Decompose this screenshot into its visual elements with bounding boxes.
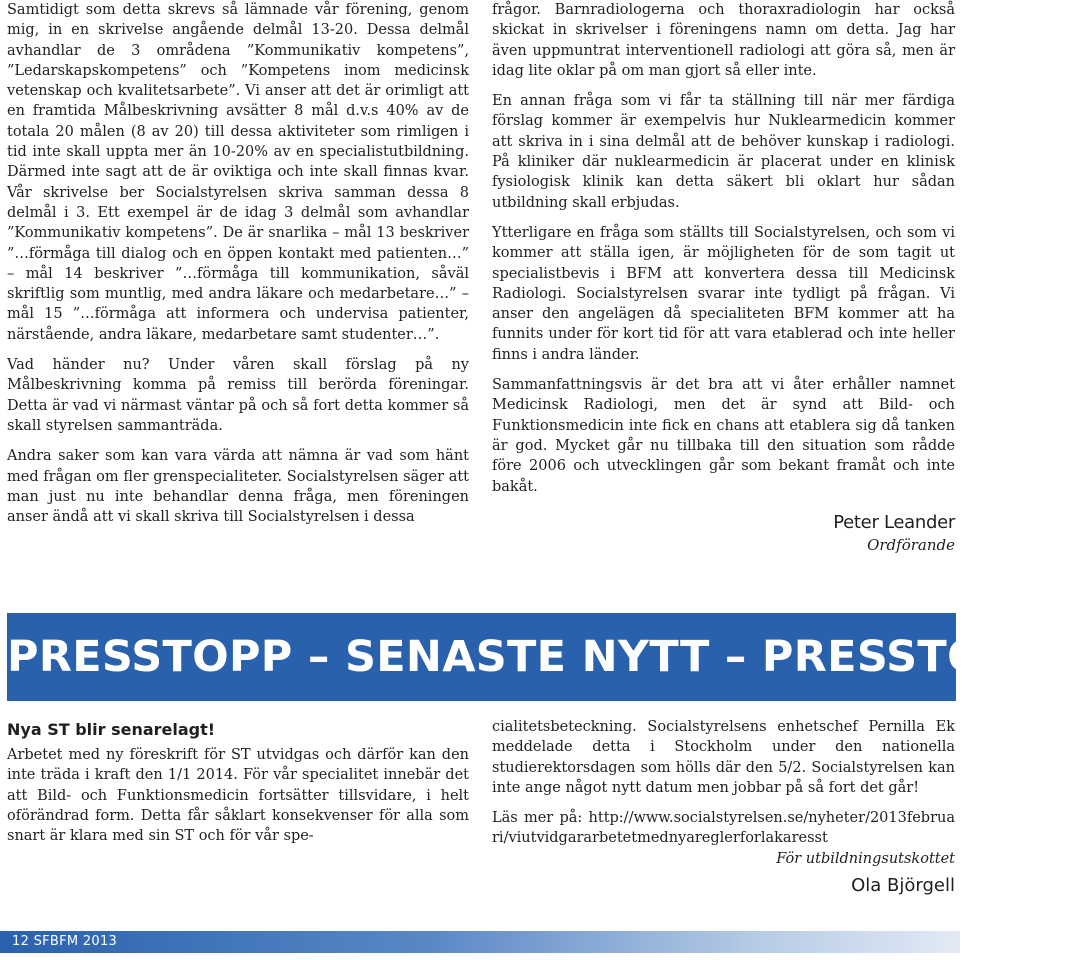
article-column-right bbox=[492, 0, 955, 555]
presstopp-column-right bbox=[492, 717, 955, 899]
page-footer-label: 12 SFBFM 2013 bbox=[12, 934, 118, 949]
presstopp-column-left bbox=[7, 745, 469, 846]
article-column-left bbox=[7, 0, 469, 527]
presstopp-link-paragraph: Läs mer på: http://www.socialstyrelsen.se/nyheter/2013februari/viutvidgararbetetmednyareglerforlakaresst bbox=[492, 810, 955, 847]
presstopp-signature-name: Ola Björgell bbox=[851, 875, 955, 897]
article-paragraph: Sammanfattningsvis är det bra att vi åter erhåller namnet Medicinsk Radiologi, men det är synd att Bild- och Funktionsmedicin inte fick en chans att etablera sig då tanken är god. Mycket går nu tillbaka till den situation som rådde före 2006 och utvecklingen går som bekant framåt och inte bakåt. bbox=[492, 377, 955, 495]
article-paragraph: En annan fråga som vi får ta ställning till när mer färdiga förslag kommer är exempelvis hur Nuklearmedicin kommer att skriva in i sina delmål att de behöver kunskap i radiologi. På kliniker där nuklearmedicin är placerat under en klinisk fysiologisk klinik kan detta säkert bli oklart hur sådan utbildning skall erbjudas. bbox=[492, 93, 955, 211]
article-paragraph: Samtidigt som detta skrevs så lämnade vår förening, genom mig, in en skrivelse angående delmål 13-20. Dessa delmål avhandlar de 3 områdena ”Kommunikativ kompetens”, ”Ledarskapskompetens” och ”Kompetens inom medicinsk vetenskap och kvalitetsarbete”. Vi anser att det är orimligt att en framtida Målbeskrivning avsätter 8 mål d.v.s 40% av de totala 20 målen (8 av 20) till dessa aktiviteter som rimligen i tid inte skall uppta mer än 10-20% av en specialistutbildning. Därmed inte sagt att de är oviktiga och inte skall finnas kvar. Vår skrivelse ber Socialstyrelsen skriva samman dessa 8 delmål i 3. Ett exempel är de idag 3 delmål som avhandlar ”Kommunikativ kompetens”. De är snarlika – mål 13 beskriver ”…förmåga till dialog och en öppen kontakt med patienten…” – mål 14 beskriver ”…förmåga till kommunikation, såväl skriftlig som muntlig, med andra läkare och medarbetare…” – mål 15 ”…förmåga att informera och undervisa patienter, närstående, andra läkare, medarbetare samt studenter…”. bbox=[7, 2, 469, 343]
article-paragraph: frågor. Barnradiologerna och thoraxradiologin har också skickat in skrivelser i föreningens namn om detta. Jag har även uppmuntrat interventionell radiologi att göra så, men är idag lite oklar på om man gjort så eller inte. bbox=[492, 2, 955, 79]
footer-bar bbox=[0, 931, 960, 953]
signature-title: Ordförande bbox=[867, 535, 955, 554]
article-paragraph: Vad händer nu? Under våren skall förslag på ny Målbeskrivning komma på remiss till berörda föreningar. Detta är vad vi närmast väntar på och så fort detta kommer så skall styrelsen sammanträda. bbox=[7, 357, 469, 434]
presstopp-paragraph: cialitetsbeteckning. Socialstyrelsens enhetschef Pernilla Ek meddelade detta i Stockholm under den nationella studierektorsdagen som hölls där den 5/2. Socialstyrelsen kan inte ange något nytt datum men jobbar på så fort det går! bbox=[492, 719, 955, 796]
article-paragraph: Ytterligare en fråga som ställts till Socialstyrelsen, och som vi kommer att ställa igen, är möjligheten för de som tagit ut specialistbevis i BFM att konvertera dessa till Medicinsk Radiologi. Socialstyrelsen svarar inte tydligt på frågan. Vi anser den angelägen då specialiteten BFM kommer att ha funnits under för kort tid för att vara etablerad och inte heller finns i andra länder. bbox=[492, 224, 955, 363]
presstopp-banner: PRESSTOPP – SENASTE NYTT – PRESSTOPP!! bbox=[7, 613, 956, 701]
presstopp-paragraph: Arbetet med ny föreskrift för ST utvidgas och därför kan den inte träda i kraft den 1/1 2014. För vår specialitet innebär det att Bild- och Funktionsmedicin fortsätter tillsvidare, i helt oförändrad form. Detta får såklart konsekvenser för alla som snart är klara med sin ST och för vår spe- bbox=[7, 747, 469, 845]
presstopp-heading: Nya ST blir senarelagt! bbox=[7, 720, 216, 739]
article-paragraph: Andra saker som kan vara värda att nämna är vad som hänt med frågan om fler grenspecialiteter. Socialstyrelsen säger att man just nu inte behandlar denna fråga, men föreningen anser ändå att vi skall skriva till Socialstyrelsen i dessa bbox=[7, 448, 469, 526]
signature-name: Peter Leander bbox=[833, 511, 955, 533]
presstopp-signature-title: För utbildningsutskottet bbox=[776, 850, 955, 867]
